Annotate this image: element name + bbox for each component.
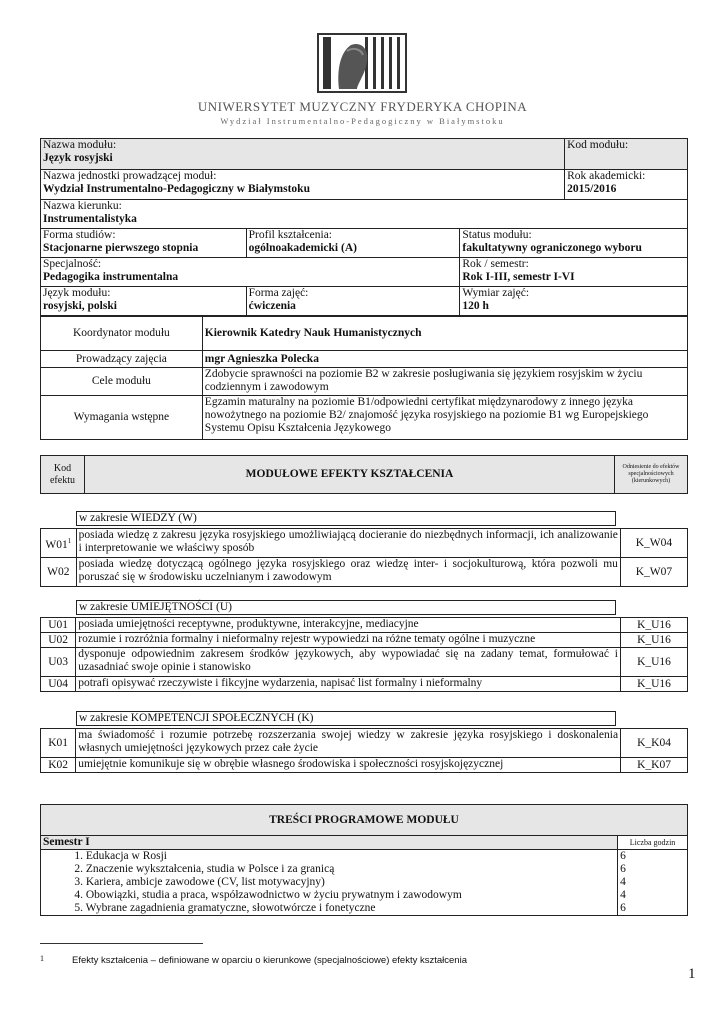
class-form-value: ćwiczenia: [248, 300, 296, 312]
effect-code: $W01^1$: [41, 529, 77, 558]
knowledge-title: w zakresie WIEDZY (W): [77, 512, 616, 526]
language-value: rosyjski, polski: [43, 300, 117, 312]
competence-table: [40, 728, 688, 773]
list-item: [41, 889, 688, 902]
study-form-label: Forma studiów:: [43, 229, 116, 241]
effect-text: posiada wiedzę z zakresu języka rosyjskiego umożliwiającą docieranie do niezbędnych informacji, ich analizowanie i interpretowanie we właściwy sposób: [76, 529, 620, 558]
effects-header-table: [40, 455, 688, 494]
list-item: [41, 876, 688, 889]
effect-code: U03: [41, 648, 76, 677]
competence-title-table: [76, 711, 616, 726]
footnote-text: Efekty kształcenia – definiowane w oparciu o kierunkowe (specjalnościowe) efekty kształcenia: [72, 955, 467, 966]
effect-code: U01: [41, 618, 76, 633]
status-label: Status modułu:: [462, 229, 532, 241]
module-code-label: Kod modułu:: [567, 139, 629, 151]
goals-label: Cele modułu: [41, 368, 203, 396]
footnote-divider: [40, 943, 203, 944]
item-number: 5.: [74, 902, 83, 914]
language-label: Język modułu:: [43, 287, 111, 299]
effect-ref: K_K04: [621, 729, 688, 758]
hours-label: Wymiar zajęć:: [462, 287, 530, 299]
goals-value: Zdobycie sprawności na poziomie B2 w zakresie posługiwania się językiem rosyjskim w życiu codziennym i zawodowym: [202, 368, 687, 396]
list-item: [41, 863, 688, 876]
table-row: [41, 648, 688, 677]
item-text: Znaczenie wykształcenia, studia w Polsce i za granicą: [85, 863, 335, 875]
footnote-mark: 1: [40, 954, 44, 963]
knowledge-title-table: [76, 511, 616, 526]
skills-title-table: [76, 600, 616, 615]
table-row: [41, 729, 688, 758]
competence-title: w zakresie KOMPETENCJI SPOŁECZNYCH (K): [77, 712, 616, 726]
coordinator-value: Kierownik Katedry Nauk Humanistycznych: [202, 317, 687, 351]
effect-code: W02: [41, 558, 77, 587]
module-name-label: Nazwa modułu:: [43, 139, 117, 151]
item-text: Kariera, ambicje zawodowe (CV, list motywacyjny): [85, 876, 325, 888]
class-form-label: Forma zajęć:: [248, 287, 309, 299]
effect-text: posiada wiedzę dotyczącą ogólnego języka rosyjskiego oraz wiedzę inter- i socjokulturową, która pozwoli mu poruszać się w środowisku uczelnianym i zawodowym: [76, 558, 620, 587]
hours-value: 120 h: [462, 300, 489, 312]
effect-ref: K_U16: [621, 677, 688, 692]
teacher-value: mgr Agnieszka Polecka: [202, 351, 687, 368]
study-form-value: Stacjonarne pierwszego stopnia: [43, 242, 199, 254]
effect-text: dysponuje odpowiednim zakresem środków językowych, aby wypowiadać się na zadany temat, formułować i uzasadniać swoje opinie i stanowisko: [76, 648, 621, 677]
year-semester-label: Rok / semestr:: [462, 258, 529, 270]
effect-text: umiejętnie komunikuje się w obrębie własnego środowiska i społeczności rosyjskojęzycznej: [76, 758, 621, 773]
coordinator-label: Koordynator modułu: [41, 317, 203, 351]
university-name: UNIWERSYTET MUZYCZNY FRYDERYKA CHOPINA: [197, 99, 528, 114]
effect-ref: K_U16: [621, 648, 688, 677]
effect-text: rozumie i rozróżnia formalny i nieformalny rejestr wypowiedzi na różne tematy ogólne i muzyczne: [76, 633, 621, 648]
item-number: 1.: [74, 850, 83, 862]
item-hours: 6: [618, 902, 688, 916]
item-hours: 4: [618, 889, 688, 902]
item-hours: 6: [618, 850, 688, 864]
effect-code-header: Kod efektu: [41, 456, 85, 494]
module-name: Język rosyjski: [43, 152, 113, 164]
teacher-label: Prowadzący zajęcia: [41, 351, 203, 368]
module-info-table: [40, 138, 688, 316]
list-item: [41, 850, 688, 864]
year-semester-value: Rok I-III, semestr I-VI: [462, 271, 575, 283]
profile-value: ogólnoakademicki (A): [248, 242, 357, 254]
effect-ref: K_K07: [621, 758, 688, 773]
effect-ref: K_W04: [620, 529, 687, 558]
specialty-label: Specjalność:: [43, 258, 102, 270]
effects-title: MODUŁOWE EFEKTY KSZTAŁCENIA: [84, 456, 614, 494]
requirements-label: Wymagania wstępne: [41, 396, 203, 440]
status-value: fakultatywny ograniczonego wyboru: [462, 242, 642, 254]
field-value: Instrumentalistyka: [43, 213, 137, 225]
effect-code: U02: [41, 633, 76, 648]
item-hours: 4: [618, 876, 688, 889]
page-number: 1: [688, 966, 696, 982]
effect-ref: K_U16: [621, 633, 688, 648]
requirements-value: Egzamin maturalny na poziomie B1/odpowiedni certyfikat międzynarodowy z innego języka nowożytnego na poziomie B2/ znajomość języka rosyjskiego na poziomie B1 wg Europejskiego Systemu Opisu Kształcenia Językowego: [202, 396, 687, 440]
knowledge-table: [40, 528, 688, 587]
specialty-value: Pedagogika instrumentalna: [43, 271, 179, 283]
item-number: 4.: [74, 889, 83, 901]
faculty-line: Wydział Instrumentalno-Pedagogiczny w Białymstoku: [220, 116, 505, 126]
effect-text: potrafi opisywać rzeczywiste i fikcyjne wydarzenia, napisać list formalny i nieformalny: [76, 677, 621, 692]
effect-code: K01: [41, 729, 76, 758]
effect-code: U04: [41, 677, 76, 692]
table-row: [41, 758, 688, 773]
table-row: [41, 558, 688, 587]
field-label: Nazwa kierunku:: [43, 200, 122, 212]
list-item: [41, 902, 688, 916]
effect-code: K02: [41, 758, 76, 773]
effect-text: ma świadomość i rozumie potrzebę rozszerzania swojej wiedzy w zakresie języka rosyjskiego i doskonalenia własnych umiejętności językowych przez całe życie: [76, 729, 621, 758]
effect-ref: K_U16: [621, 618, 688, 633]
table-row: [41, 618, 688, 633]
skills-title: w zakresie UMIEJĘTNOŚCI (U): [77, 601, 616, 615]
unit-label: Nazwa jednostki prowadzącej moduł:: [43, 170, 217, 182]
hours-header: Liczba godzin: [618, 836, 688, 850]
year-label: Rok akademicki:: [567, 170, 646, 182]
item-hours: 6: [618, 863, 688, 876]
effects-ref-header: Odniesienie do efektów specjalnościowych (kierunkowych): [615, 456, 688, 494]
year-value: 2015/2016: [567, 183, 617, 195]
unit-value: Wydział Instrumentalno-Pedagogiczny w Białymstoku: [43, 183, 310, 195]
item-text: Wybrane zagadnienia gramatyczne, słowotwórcze i fonetyczne: [85, 902, 376, 914]
effect-text: posiada umiejętności receptywne, produktywne, interakcyjne, mediacyjne: [76, 618, 621, 633]
module-details-table: [40, 316, 688, 440]
skills-table: [40, 617, 688, 692]
table-row: [41, 529, 688, 558]
item-number: 2.: [74, 863, 83, 875]
table-row: [41, 633, 688, 648]
university-logo: [317, 33, 407, 93]
effect-ref: K_W07: [620, 558, 687, 587]
semester-label: Semestr I: [41, 836, 618, 850]
profile-label: Profil kształcenia:: [248, 229, 333, 241]
item-text: Obowiązki, studia a praca, współzawodnictwo w życiu prywatnym i zawodowym: [85, 889, 462, 901]
content-title: TREŚCI PROGRAMOWE MODUŁU: [41, 805, 688, 836]
item-number: 3.: [74, 876, 83, 888]
content-table: [40, 804, 688, 916]
table-row: [41, 677, 688, 692]
item-text: Edukacja w Rosji: [85, 850, 167, 862]
